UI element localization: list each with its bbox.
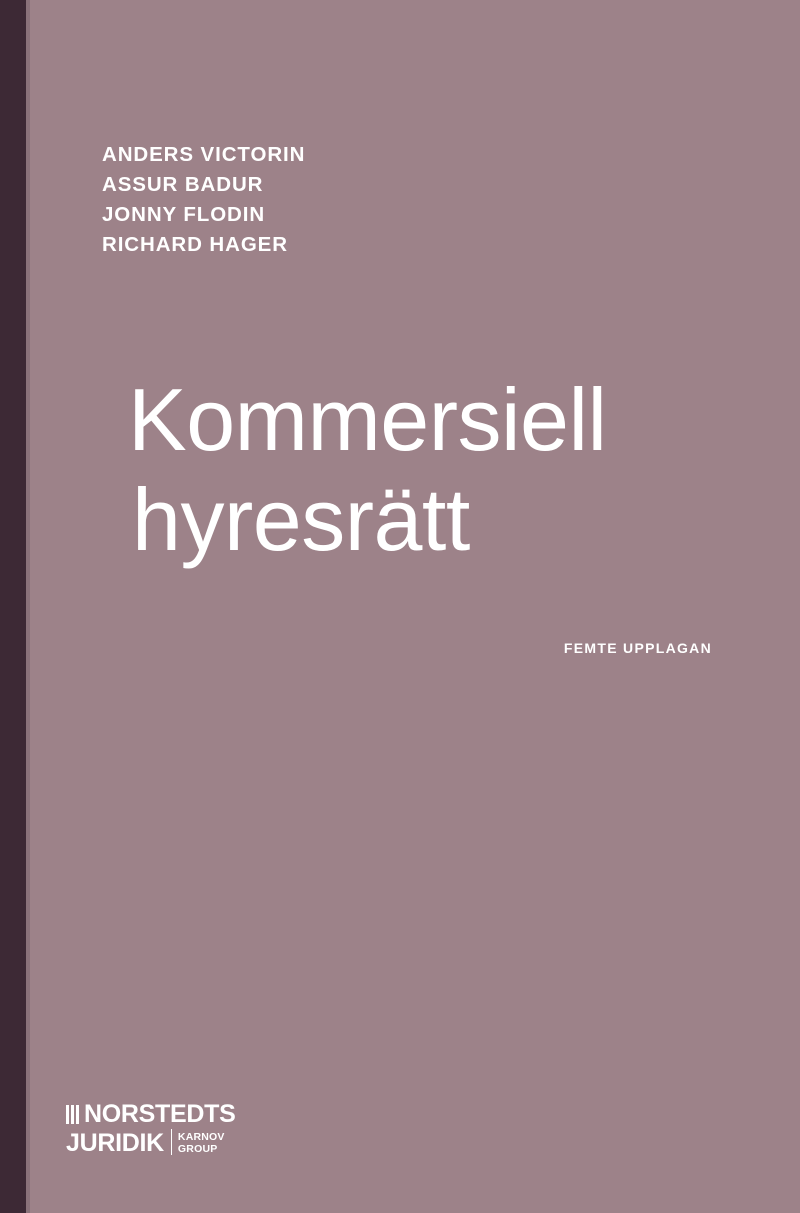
publisher-name-bottom: JURIDIK xyxy=(66,1129,164,1157)
cover-spine xyxy=(0,0,26,1213)
author-name: JONNY FLODIN xyxy=(102,203,266,226)
title-line-1: Kommersiell xyxy=(128,370,607,469)
publisher-name-top: NORSTEDTS xyxy=(84,1100,236,1128)
publisher-group-line-2: GROUP xyxy=(177,1143,218,1155)
logo-divider xyxy=(171,1129,172,1155)
author-name: ANDERS VICTORIN xyxy=(102,143,306,166)
author-list xyxy=(102,140,305,260)
author-name: RICHARD HAGER xyxy=(102,233,288,256)
logo-bars-icon xyxy=(66,1105,81,1126)
author-name: ASSUR BADUR xyxy=(102,173,264,196)
title-line-2: hyresrätt xyxy=(132,470,470,569)
book-title xyxy=(96,370,776,570)
edition-label: FEMTE UPPLAGAN xyxy=(563,640,712,656)
publisher-logo xyxy=(66,1102,235,1155)
publisher-group-line-1: KARNOV xyxy=(177,1131,225,1143)
cover-content xyxy=(30,0,800,1213)
